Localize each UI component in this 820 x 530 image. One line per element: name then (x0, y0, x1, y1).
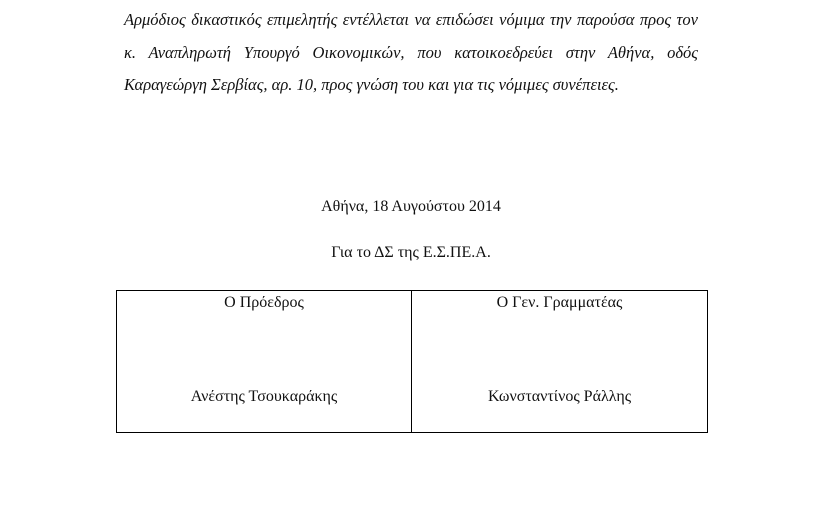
secretary-name: Κωνσταντίνος Ράλλης (487, 388, 632, 405)
organization-line: Για το ΔΣ της Ε.Σ.ΠΕ.Α. (331, 244, 491, 261)
president-role: Ο Πρόεδρος (224, 294, 304, 311)
signature-cell-president (117, 291, 412, 433)
signature-cell-secretary (412, 291, 708, 433)
signature-row (117, 291, 708, 433)
summons-paragraph: Αρμόδιος δικαστικός επιμελητής εντέλλεται να επιδώσει νόμιμα την παρούσα προς τον κ. Αναπληρωτή Υπουργό Οικονομικών, που κατοικοεδρεύει στην Αθήνα, οδός Καραγεώργη Σερβίας, αρ. 10, προς γνώση του και για τις νόμιμες συνέπειες. (124, 10, 698, 94)
secretary-role: Ο Γεν. Γραμματέας (496, 294, 623, 311)
president-name: Ανέστης Τσουκαράκης (190, 388, 338, 405)
date-line: Αθήνα, 18 Αυγούστου 2014 (321, 198, 501, 215)
signature-table (116, 290, 708, 433)
